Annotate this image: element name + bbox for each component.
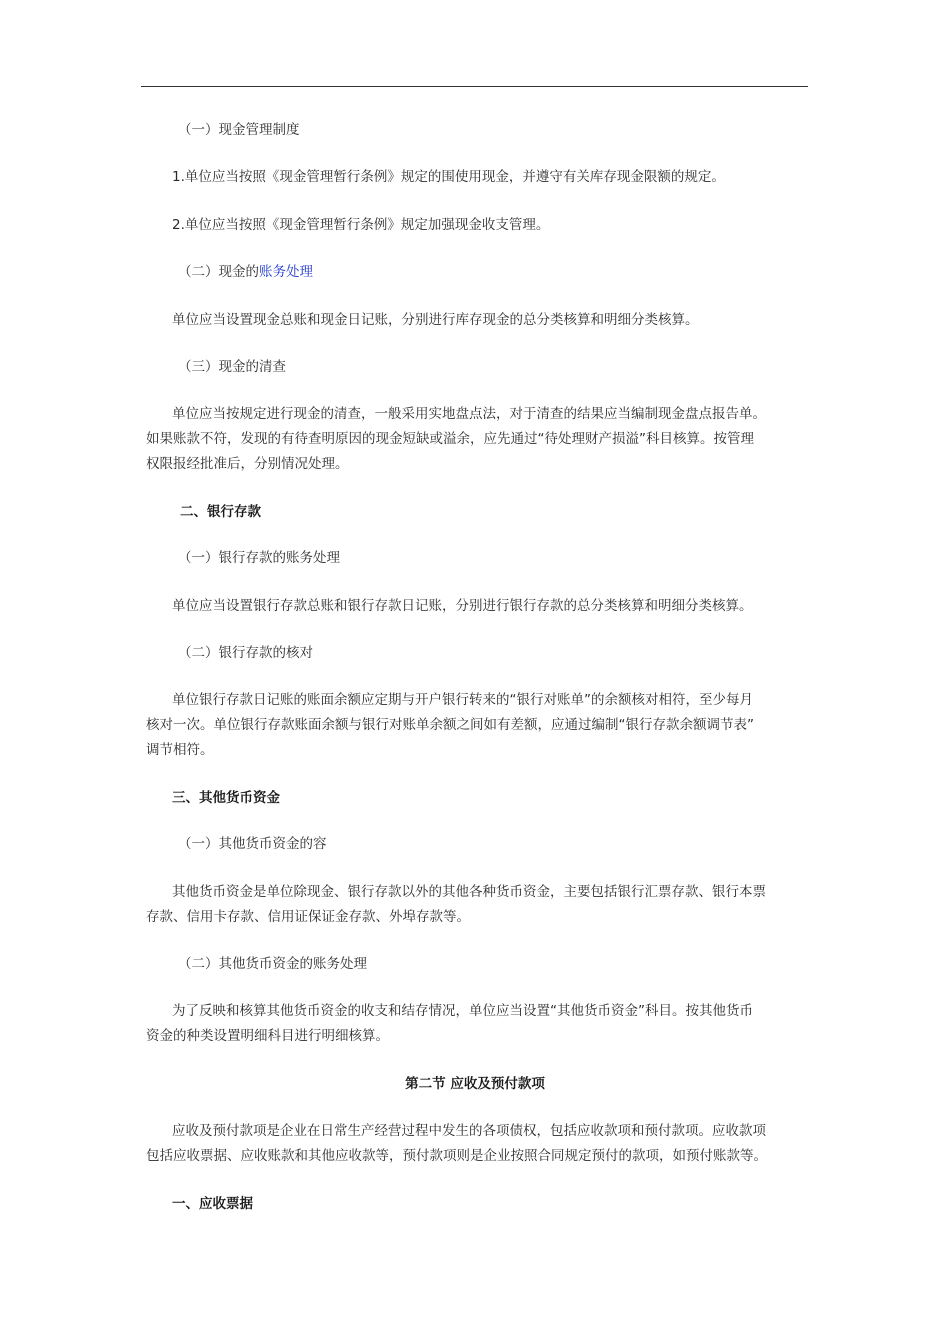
bank-check-heading: （二）银行存款的核对 bbox=[178, 645, 313, 661]
section2-text-line: 包括应收票据、应收账款和其他应收款等，预付款项则是企业按照合同规定预付的款项，如预付账款等。 bbox=[146, 1148, 767, 1164]
other-content-text-line: 其他货币资金是单位除现金、银行存款以外的其他各种货币资金，主要包括银行汇票存款、银行本票 bbox=[172, 884, 766, 900]
bank-heading: 二、银行存款 bbox=[180, 504, 261, 520]
other-content-heading: （一）其他货币资金的容 bbox=[178, 836, 327, 852]
other-content-text-line: 存款、信用卡存款、信用证保证金存款、外埠存款等。 bbox=[146, 909, 470, 925]
bank-accounting-heading: （一）银行存款的账务处理 bbox=[178, 550, 340, 566]
accounting-link[interactable]: 账务处理 bbox=[259, 264, 313, 280]
cash-accounting-heading-prefix: （二）现金的 bbox=[178, 264, 259, 280]
cash-check-text-line: 如果账款不符，发现的有待查明原因的现金短缺或溢余，应先通过“待处理财产损溢”科目核算。按管理 bbox=[146, 431, 754, 447]
bank-check-text-line: 调节相符。 bbox=[146, 742, 214, 758]
bank-accounting-text: 单位应当设置银行存款总账和银行存款日记账，分别进行银行存款的总分类核算和明细分类核算。 bbox=[172, 598, 753, 614]
notes-receivable-heading: 一、应收票据 bbox=[172, 1196, 253, 1212]
cash-check-text-line: 单位应当按规定进行现金的清查，一般采用实地盘点法，对于清查的结果应当编制现金盘点报告单。 bbox=[172, 406, 766, 422]
other-accounting-text-line: 为了反映和核算其他货币资金的收支和结存情况，单位应当设置“其他货币资金”科目。按其他货币 bbox=[172, 1003, 753, 1019]
cash-check-heading: （三）现金的清查 bbox=[178, 359, 286, 375]
bank-check-text-line: 单位银行存款日记账的账面余额应定期与开户银行转来的“银行对账单”的余额核对相符，至少每月 bbox=[172, 692, 753, 708]
section2-title: 第二节 应收及预付款项 bbox=[405, 1076, 545, 1092]
cash-accounting-text: 单位应当设置现金总账和现金日记账，分别进行库存现金的总分类核算和明细分类核算。 bbox=[172, 312, 699, 328]
cash-rule-1: 1.单位应当按照《现金管理暂行条例》规定的围使用现金，并遵守有关库存现金限额的规定。 bbox=[172, 169, 725, 185]
cash-accounting-heading bbox=[178, 260, 313, 280]
other-funds-heading: 三、其他货币资金 bbox=[172, 790, 280, 806]
section2-text-line: 应收及预付款项是企业在日常生产经营过程中发生的各项债权，包括应收款项和预付款项。应收款项 bbox=[172, 1123, 766, 1139]
other-accounting-text-line: 资金的种类设置明细科目进行明细核算。 bbox=[146, 1028, 389, 1044]
header-rule bbox=[141, 86, 808, 87]
other-accounting-heading: （二）其他货币资金的账务处理 bbox=[178, 956, 367, 972]
cash-check-text-line: 权限报经批准后，分别情况处理。 bbox=[146, 456, 349, 472]
cash-mgmt-heading: （一）现金管理制度 bbox=[178, 122, 300, 138]
bank-check-text-line: 核对一次。单位银行存款账面余额与银行对账单余额之间如有差额，应通过编制“银行存款余额调节表” bbox=[146, 717, 754, 733]
cash-rule-2: 2.单位应当按照《现金管理暂行条例》规定加强现金收支管理。 bbox=[172, 217, 550, 233]
